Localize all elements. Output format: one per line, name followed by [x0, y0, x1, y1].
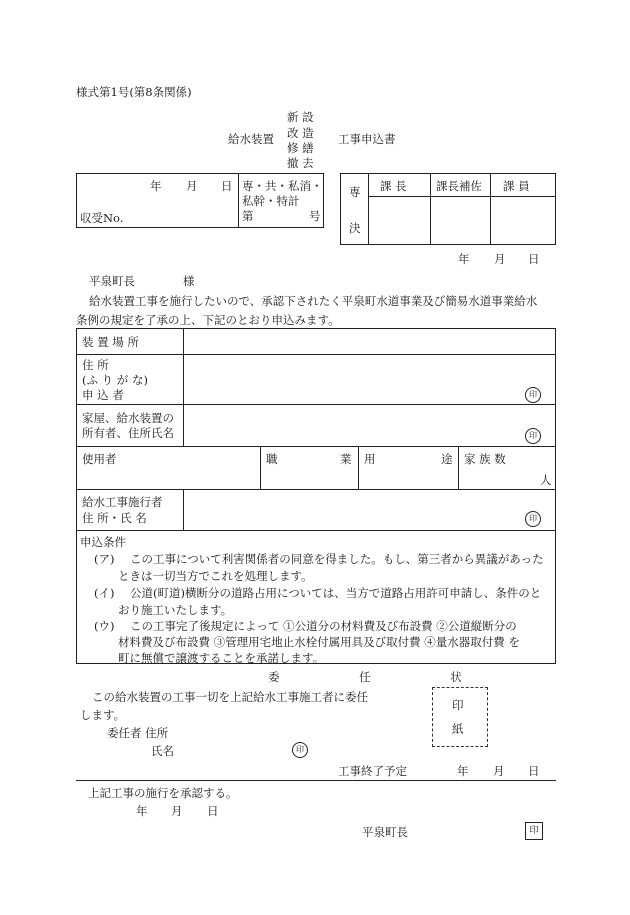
condition-c-line-2: 材料費及び布設費 ③管理用宅地止水栓付属用具及び取付費 ④量水器取付費 を — [118, 635, 520, 649]
completion-label: 工事終了予定 — [338, 764, 407, 778]
label-address: 住 所 — [82, 358, 109, 372]
addressee-name: 平泉町長 — [89, 274, 135, 288]
type-new: 新 設 — [287, 110, 314, 124]
seal-owner: 印 — [525, 428, 541, 444]
approval-col-assistant: 課長補佐 — [436, 179, 482, 193]
label-furigana: (ふ り が な) — [82, 373, 148, 387]
seal-mayor: 印 — [525, 822, 543, 840]
number-prefix: 第 — [242, 209, 254, 223]
label-use: 用 — [364, 452, 376, 466]
receipt-day: 日 — [221, 179, 233, 193]
label-owner-1: 家屋、給水装置の — [82, 411, 174, 425]
label-family: 家 族 数 — [464, 452, 506, 466]
stamp-area — [432, 687, 488, 747]
delegation-text-1: この給水装置の工事一切を上記給水工事施工者に委任 — [92, 690, 368, 704]
label-user: 使用者 — [82, 452, 117, 466]
delegation-heading: 委 任 状 — [268, 670, 500, 684]
category-line2: 私幹・特計 — [242, 194, 300, 208]
date-year: 年 — [458, 252, 470, 266]
intro-line-2: 条例の規定を了承の上、下記のとおり申込みます。 — [76, 313, 340, 327]
condition-a-line-2: ときは一切当方でこれを処理します。 — [118, 569, 313, 583]
type-remove: 撤 去 — [287, 156, 314, 170]
type-modify: 改 造 — [287, 126, 314, 140]
label-job-2: 業 — [340, 452, 352, 466]
type-repair: 修 繕 — [287, 141, 314, 155]
condition-b-line-2: おり施工いたします。 — [118, 603, 233, 617]
label-location: 装 置 場 所 — [82, 335, 139, 349]
title-left: 給水装置 — [228, 132, 274, 146]
condition-b-mark: (イ) — [94, 586, 115, 600]
approval-day: 日 — [207, 804, 219, 818]
date-month: 月 — [494, 252, 506, 266]
intro-line-1: 給水装置工事を施行したいので、承認下されたく平泉町水道事業及び簡易水道事業給水 — [89, 294, 538, 308]
label-contractor-1: 給水工事施行者 — [82, 495, 163, 509]
completion-month: 月 — [493, 764, 505, 778]
stamp-label-1: 印 — [452, 698, 464, 712]
seal-delegator: 印 — [292, 742, 308, 758]
delegation-text-2: します。 — [80, 708, 126, 722]
stamp-label-2: 紙 — [452, 722, 464, 736]
completion-day: 日 — [528, 764, 540, 778]
condition-a-line-1: この工事について利害関係者の同意を得ました。もし、第三者から異議があった — [130, 552, 544, 566]
approval-side-top: 専 — [349, 185, 361, 199]
approval-month: 月 — [171, 804, 183, 818]
delegator-address: 委任者 住所 — [107, 726, 169, 740]
label-owner-2: 所有者、住所氏名 — [82, 426, 174, 440]
approval-col-staff: 課 員 — [503, 179, 530, 193]
label-contractor-2: 住 所・氏 名 — [82, 511, 147, 525]
conditions-heading: 申込条件 — [80, 535, 126, 549]
receipt-year: 年 — [150, 179, 162, 193]
title-right: 工事申込書 — [338, 132, 396, 146]
category-line1: 専・共・私消・ — [242, 179, 323, 193]
label-family-unit: 人 — [540, 473, 552, 487]
divider — [76, 780, 556, 781]
approval-side-bottom: 決 — [349, 221, 361, 235]
completion-year: 年 — [457, 764, 469, 778]
approval-text: 上記工事の施行を承認する。 — [88, 786, 238, 800]
condition-b-line-1: 公道(町道)横断分の道路占用については、当方で道路占用許可申請し、条件のと — [130, 586, 542, 600]
condition-c-line-1: この工事完了後規定によって ①公道分の材料費及び布設費 ②公道縦断分の — [130, 619, 517, 633]
label-job: 職 — [266, 452, 278, 466]
form-number: 様式第1号(第8条関係) — [76, 85, 192, 99]
condition-c-mark: (ウ) — [94, 619, 115, 633]
receipt-month: 月 — [186, 179, 198, 193]
label-applicant: 申 込 者 — [82, 388, 124, 402]
date-day: 日 — [528, 252, 540, 266]
seal-contractor: 印 — [525, 511, 541, 527]
addressee-honorific: 様 — [183, 274, 195, 288]
mayor-label: 平泉町長 — [362, 825, 408, 839]
seal-applicant: 印 — [525, 387, 541, 403]
condition-c-line-3: 町に無償で譲渡することを承諾します。 — [118, 651, 325, 665]
number-suffix: 号 — [309, 209, 321, 223]
delegator-name: 氏名 — [151, 744, 174, 758]
condition-a-mark: (ア) — [94, 552, 115, 566]
receipt-no-label: 収受No. — [80, 211, 124, 225]
approval-year: 年 — [136, 804, 148, 818]
approval-col-chief: 課 長 — [380, 179, 407, 193]
label-use-2: 途 — [441, 452, 453, 466]
